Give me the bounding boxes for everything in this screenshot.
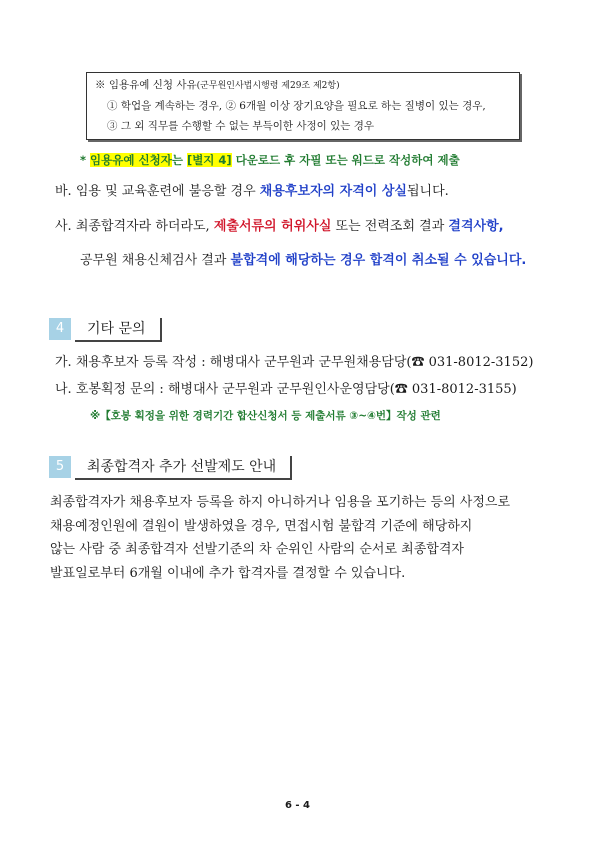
note-line-1: ① 학업을 계속하는 경우, ② 6개월 이상 장기요양을 필요로 하는 질병이 있는 경우,	[107, 100, 486, 112]
note-line-2: ③ 그 외 직무를 수행할 수 없는 부득이한 사정이 있는 경우	[107, 120, 375, 132]
section-4-item-ga: 가. 채용후보자 등록 작성 : 해병대사 군무원과 군무원채용담당(☎ 031-8012-3152)	[55, 355, 534, 370]
section-5-line-4: 발표일로부터 6개월 이내에 추가 합격자를 결정할 수 있습니다.	[50, 565, 406, 581]
notice-applicant: 임용유예 신청자	[90, 153, 172, 167]
item-ba: 바. 임용 및 교육훈련에 불응할 경우 채용후보자의 자격이 상실됩니다.	[55, 184, 449, 199]
notice-form-ref: [별지 4]	[186, 153, 232, 167]
section-4-item-na: 나. 호봉획정 문의 : 해병대사 군무원과 군무원인사운영담당(☎ 031-8012-3155)	[55, 382, 517, 397]
section-5-paragraph	[50, 491, 570, 585]
section-4-number: 4	[49, 318, 71, 340]
section-5-line-2: 채용예정인원에 결원이 발생하였을 경우, 면접시험 불합격 기준에 해당하지	[50, 518, 473, 534]
item-sa-line-2: 공무원 채용신체검사 결과 불합격에 해당하는 경우 합격이 취소될 수 있습니다.	[80, 253, 527, 268]
deferral-form-notice: * 임용유예 신청자는 [별지 4] 다운로드 후 자필 또는 워드로 작성하여 제출	[80, 153, 460, 167]
section-4-title: 기타 문의	[75, 318, 162, 342]
page-number: 6 - 4	[284, 800, 311, 811]
notice-instruction: 다운로드 후 자필 또는 워드로 작성하여 제출	[231, 153, 460, 167]
item-sa-cancellation: 불합격에 해당하는 경우 합격이 취소될 수 있습니다.	[230, 253, 527, 268]
section-5-line-3: 않는 사람 중 최종합격자 선발기준의 차 순위인 사람의 순서로 최종합격자	[50, 542, 464, 557]
section-5-line-1: 최종합격자가 채용후보자 등록을 하지 아니하거나 임용을 포기하는 등의 사정으로	[50, 495, 511, 510]
item-sa-label: 사.	[55, 219, 72, 234]
item-ba-emphasis: 채용후보자의 자격이 상실	[259, 184, 407, 199]
item-sa-false-docs: 제출서류의 허위사실	[213, 219, 332, 234]
item-sa-line-1: 사. 최종합격자라 하더라도, 제출서류의 허위사실 또는 전력조회 결과 결격사항,	[55, 219, 504, 234]
item-ba-label: 바.	[55, 184, 72, 199]
item-sa-disqualification: 결격사항,	[448, 219, 504, 234]
section-5-title: 최종합격자 추가 선발제도 안내	[75, 456, 292, 480]
section-4-sub-note: ※【호봉 획정을 위한 경력기간 합산신청서 등 제출서류 ③~④번】작성 관련	[90, 410, 441, 422]
notice-star: *	[80, 153, 87, 167]
section-5-number: 5	[49, 456, 71, 478]
note-heading: ※ 임용유예 신청 사유	[95, 79, 197, 91]
deferral-reasons-box	[86, 72, 520, 140]
note-heading-ref: (군무원인사법시행령 제29조 제2항)	[196, 81, 340, 91]
